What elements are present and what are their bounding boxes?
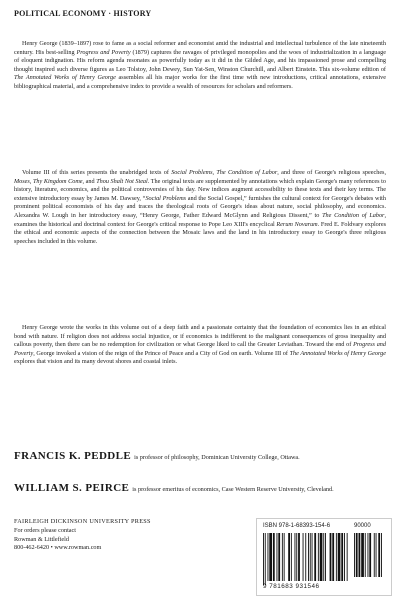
barcode-bar [282, 533, 283, 581]
text-run: , and three of George's religious speeches, [277, 169, 387, 176]
barcode-block [256, 518, 392, 596]
title-italic: Progress and Poverty [14, 341, 386, 357]
barcode-bar [291, 533, 292, 581]
barcode-bar [303, 533, 304, 581]
text-run: . The original texts are supplemented by annotations which explain George's many references to history, literature, economics, and the political controversies of his day. New indices augment accessibility to these texts and their key terms. The extensive introductory essay by James M. Dawsey, “ [14, 177, 386, 202]
author-bio: is professor emeritus of economics, Case Western Reserve University, Cleveland. [132, 486, 334, 493]
barcode-bar [265, 533, 266, 585]
barcode-bar [374, 533, 375, 577]
barcode-bar [296, 533, 297, 581]
barcode-bar [318, 533, 319, 581]
barcode-bar [284, 533, 285, 581]
text-run: , [212, 169, 217, 176]
barcode-bar [325, 533, 326, 581]
title-italic: Social Problems [145, 194, 187, 202]
barcode-bar [361, 533, 364, 577]
barcode-bar [263, 533, 264, 585]
barcode-bar [269, 533, 272, 581]
barcode-bar [323, 533, 324, 581]
text-run: and the Social Gospel,” furnishes the cultural context for George's debates with prominent political economists of his day and traces the theological roots of George's ideas about nature, social philosophy, and economics. Alexandra W. Lough in her introductory essay, “Henry George, Father Edward McGlynn and Religious Dissent,” to [14, 194, 386, 219]
description-paragraph-2 [14, 169, 386, 246]
title-italic: Social Problems [171, 169, 213, 176]
barcode-bar [381, 533, 382, 577]
title-italic: The Condition of Labor [216, 169, 278, 176]
text-run: , [29, 177, 33, 185]
text-run: . Fred E. Foldvary explores the ethical and economic aspects of the connection between the Mosaic laws and the land in his introductory essay to George's three religious speeches included in this volume. [14, 220, 386, 245]
barcode-bar [378, 533, 380, 577]
author-bio-1 [14, 452, 386, 463]
text-run: Volume III of this series presents the unabridged texts of [22, 169, 172, 176]
title-italic: The Condition of Labor [322, 211, 385, 219]
text-run: , and [82, 177, 97, 185]
barcode-bar [308, 533, 309, 581]
barcode-bar [305, 533, 306, 581]
barcode-bar [369, 533, 371, 577]
text-run: explores that vision and its many devout shores and coastal inlets. [14, 358, 178, 366]
barcode-bar [320, 533, 323, 581]
text-run: Henry George (1839–1897) rose to fame as a social reformer and economist amid the industrial and intellectual turbulence of the late nineteenth century. His best-selling [14, 40, 386, 56]
barcode-bar [312, 533, 313, 581]
publisher-info [14, 518, 151, 553]
barcode-digits: 9 781683 931546 [263, 583, 320, 590]
text-run: Henry George wrote the works in this volume out of a deep faith and a passionate certainty that the foundation of economics lies in an ethical bond with nature. If religion does not address social injustice, or if economics is indifferent to the malignant consequences of gross inequality and callous poverty, then there can be no redemption for civilization or what George liked to call the Greater Leviathan. Toward the end of [14, 324, 386, 349]
barcode-bar [273, 533, 275, 581]
barcode-bar [332, 533, 334, 581]
publisher-name: FAIRLEIGH DICKINSON UNIVERSITY PRESS [14, 518, 151, 525]
barcode-bar [310, 533, 311, 581]
barcode-bar [277, 533, 278, 581]
text-run: assembles all his major works for the first time with new introductions, critical annotations, extensive bibliographical material, and a comprehensive index to provide a wealth of resources for scholars and reformers. [14, 74, 386, 90]
barcode-bar [359, 533, 361, 577]
barcode-bar [338, 533, 341, 581]
distributor-name: Rowman & Littlefield [14, 535, 69, 543]
isbn-label: ISBN 978-1-68393-154-6 [263, 523, 331, 529]
title-italic: The Annotated Works of Henry George [14, 74, 116, 82]
description-paragraph-3 [14, 324, 386, 367]
text-run: , George invoked a vision of the reign of the Prince of Peace and a City of God on earth. Volume III of [33, 349, 290, 357]
orders-note: For orders please contact [14, 526, 77, 534]
title-italic: Progress and Poverty [76, 48, 131, 56]
barcode-bar [330, 533, 332, 581]
title-italic: Thou Shalt Not Steal [96, 177, 148, 185]
barcode-bar [298, 533, 300, 581]
barcode-bar [376, 533, 377, 577]
author-name: FRANCIS K. PEDDLE [14, 450, 132, 462]
distributor-contact: 800-462-6420 • www.rowman.com [14, 544, 102, 552]
price-code: 90000 [354, 523, 371, 529]
description-paragraph-1 [14, 40, 386, 92]
title-italic: The Annotated Works of Henry George [289, 349, 386, 357]
text-run: (1879) captures the ravages of privileged monopolies and the woes of industrialization in a language of eloquent indignation. His reform agenda resonates as powerfully today as it did in the Gilded Age, and his impassioned prose and compelling thought inspired such diverse figures as Leo Tolstoy, John Dewey, Sun Yat-Sen, Winston Churchill, and Albert Einstein. This six-volume edition of [14, 48, 386, 73]
barcode-bar [344, 533, 345, 581]
price-barcode [354, 533, 384, 577]
barcode-bar [365, 533, 366, 577]
barcode-bar [354, 533, 355, 577]
title-italic: Moses [14, 177, 30, 185]
barcode-bar [268, 533, 269, 581]
barcode-bar [295, 533, 296, 581]
author-bio: is professor of philosophy, Dominican University College, Ottawa. [134, 454, 300, 461]
category-label: POLITICAL ECONOMY · HISTORY [14, 9, 152, 18]
title-italic: Rerum Novarum [276, 220, 318, 228]
author-bio-2 [14, 484, 386, 495]
author-name: WILLIAM S. PEIRCE [14, 482, 130, 494]
barcode-bar [336, 533, 337, 581]
barcode-bar [288, 533, 290, 581]
isbn-barcode [263, 533, 349, 585]
barcode-bar [314, 533, 316, 581]
barcode-bar [341, 533, 343, 581]
text-run: , examines the historical and doctrinal context for George's critical response to Pope Leo XIII's encyclical [14, 211, 386, 228]
barcode-bar [278, 533, 280, 581]
barcode-bar [356, 533, 358, 577]
title-italic: Thy Kingdom Come [32, 177, 83, 185]
barcode-bar [347, 533, 348, 581]
barcode-bar [368, 533, 369, 577]
